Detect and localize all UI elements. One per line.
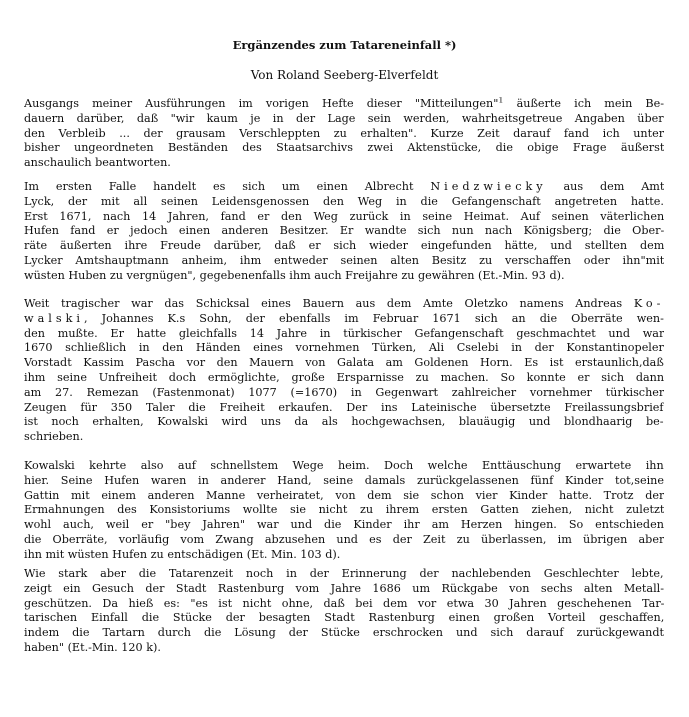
- text-line: bisher ungeordneten Beständen des Staatsarchivs zwei Aktenstücke, die obige Frage äußerst: [24, 141, 664, 155]
- article-title: Ergänzendes zum Tatareneinfall *): [232, 38, 457, 52]
- text-line: Zeugen für 350 Taler die Freiheit erkaufen. Der ins Lateinische übersetzte Freilassungsbrief: [24, 400, 664, 414]
- text-line: Im ersten Falle handelt es sich um einen Albrecht Niedzwiecky aus dem Amt: [24, 180, 664, 193]
- spaced-name: walski: [24, 311, 84, 325]
- text-line: Weit tragischer war das Schicksal eines Bauern aus dem Amte Oletzko namens Andreas Ko-: [24, 297, 664, 310]
- text-line: zeigt ein Gesuch der Stadt Rastenburg vom Jahre 1686 um Rückgabe von sechs alten Metall-: [24, 581, 664, 595]
- spaced-name: Ko-: [633, 297, 664, 310]
- text-line: Ermahnungen des Konsistoriums wollte sie nicht zu ihrem ersten Gatten ziehen, nicht zuletzt: [24, 503, 664, 517]
- text-line: Lycker Amtshauptmann anheim, ihm entweder seinen alten Besitz zu verschaffen oder ihn"mit: [24, 253, 664, 267]
- paragraph-4: [24, 459, 664, 563]
- text-line: ihm seine Unfreiheit doch ermöglichte, große Ersparnisse zu machen. So konnte er sich dann: [24, 370, 664, 384]
- text-line: Wie stark aber die Tatarenzeit noch in der Erinnerung der nachlebenden Geschlechter lebte,: [24, 567, 664, 580]
- paragraph-2: [24, 180, 664, 284]
- text-line: Hufen fand er jedoch einen anderen Besitzer. Er wandte sich nun nach Königsberg; die Ober-: [24, 224, 664, 238]
- text-line: anschaulich beantworten.: [24, 156, 171, 170]
- text-line: ist noch erhalten, Kowalski wird uns da als hochgewachsen, blauäugig und blondhaarig be-: [24, 415, 664, 429]
- text-line: am 27. Remezan (Fastenmonat) 1077 (=1670) in Gegenwart zahlreicher vornehmer türkischer: [24, 385, 664, 399]
- text-line: hier. Seine Hufen waren in anderer Hand, seine damals zurückgelassenen fünf Kinder tot,seine: [24, 473, 664, 487]
- text-line: wohl auch, weil er "bey Jahren" war und die Kinder ihr am Herzen hingen. So entschieden: [24, 518, 664, 532]
- text-line: ihn mit wüsten Hufen zu entschädigen (Et. Min. 103 d).: [24, 547, 341, 561]
- text-line: Lyck, der mit all seinen Leidensgenossen den Weg in die Gefangenschaft angetreten hatte.: [24, 194, 664, 208]
- paragraph-1: [24, 97, 664, 171]
- text-line: indem die Tartarn durch die Lösung der Stücke erschrocken und sich darauf zurückgewandt: [24, 626, 664, 640]
- text-line: haben" (Et.-Min. 120 k).: [24, 640, 161, 654]
- text-line: Vorstadt Kassim Pascha vor den Mauern von Galata am Goldenen Horn. Es ist erstaunlich,daß: [24, 356, 664, 370]
- text-line: geschützen. Da hieß es: "es ist nicht ohne, daß bei dem vor etwa 30 Jahren geschehenen Tar-: [24, 596, 664, 610]
- text-line: die Oberräte, vorläufig vom Zwang abzusehen und es der Zeit zu überlassen, im übrigen aber: [24, 532, 664, 546]
- text-line: den Verbleib ... der grausam Verschleppten zu erhalten". Kurze Zeit darauf fand ich unter: [24, 126, 664, 140]
- text-line: schrieben.: [24, 430, 84, 444]
- text-line: 1670 schließlich in den Händen eines vornehmen Türken, Ali Cselebi in der Konstantinopeler: [24, 341, 664, 355]
- text-line: den mußte. Er hatte gleichfalls 14 Jahre in türkischer Gefangenschaft geschmachtet und war: [24, 326, 664, 340]
- text-line: walski, Johannes K.s Sohn, der ebenfalls im Februar 1671 sich an die Oberräte wen-: [24, 311, 664, 325]
- text-line: tarischen Einfall die Stücke der besagten Stadt Rastenburg einen großen Vorteil geschaffen,: [24, 611, 664, 625]
- paragraph-3: [24, 297, 664, 445]
- text-line: Gattin mit einem anderen Manne verheiratet, von dem sie schon vier Kinder hatte. Trotz der: [24, 488, 664, 502]
- article-author: Von Roland Seeberg-Elverfeldt: [250, 68, 439, 82]
- text-line: dauern darüber, daß "wir kaum je in der Lage sein werden, wahrheitsgetreue Angaben über: [24, 111, 664, 125]
- text-line: wüsten Huben zu vergnügen", gegebenenfalls ihm auch Freijahre zu gewähren (Et.-Min. 93 d).: [24, 268, 565, 282]
- text-line: räte äußerten ihre Freude darüber, daß er sich wieder eingefunden hätte, und stellten dem: [24, 239, 664, 253]
- paragraph-5: [24, 567, 664, 656]
- spaced-name: Niedzwiecky: [430, 180, 547, 193]
- text-line: Erst 1671, nach 14 Jahren, fand er den Weg zurück in seine Heimat. Auf seinen väterlichen: [24, 209, 664, 223]
- text-line: Ausgangs meiner Ausführungen im vorigen Hefte dieser "Mitteilungen"$^1$ äußerte ich mein Be-: [24, 97, 664, 110]
- footnote-marker: 1: [498, 97, 504, 105]
- text-line: Kowalski kehrte also auf schnellstem Wege heim. Doch welche Enttäuschung erwartete ihn: [24, 459, 664, 472]
